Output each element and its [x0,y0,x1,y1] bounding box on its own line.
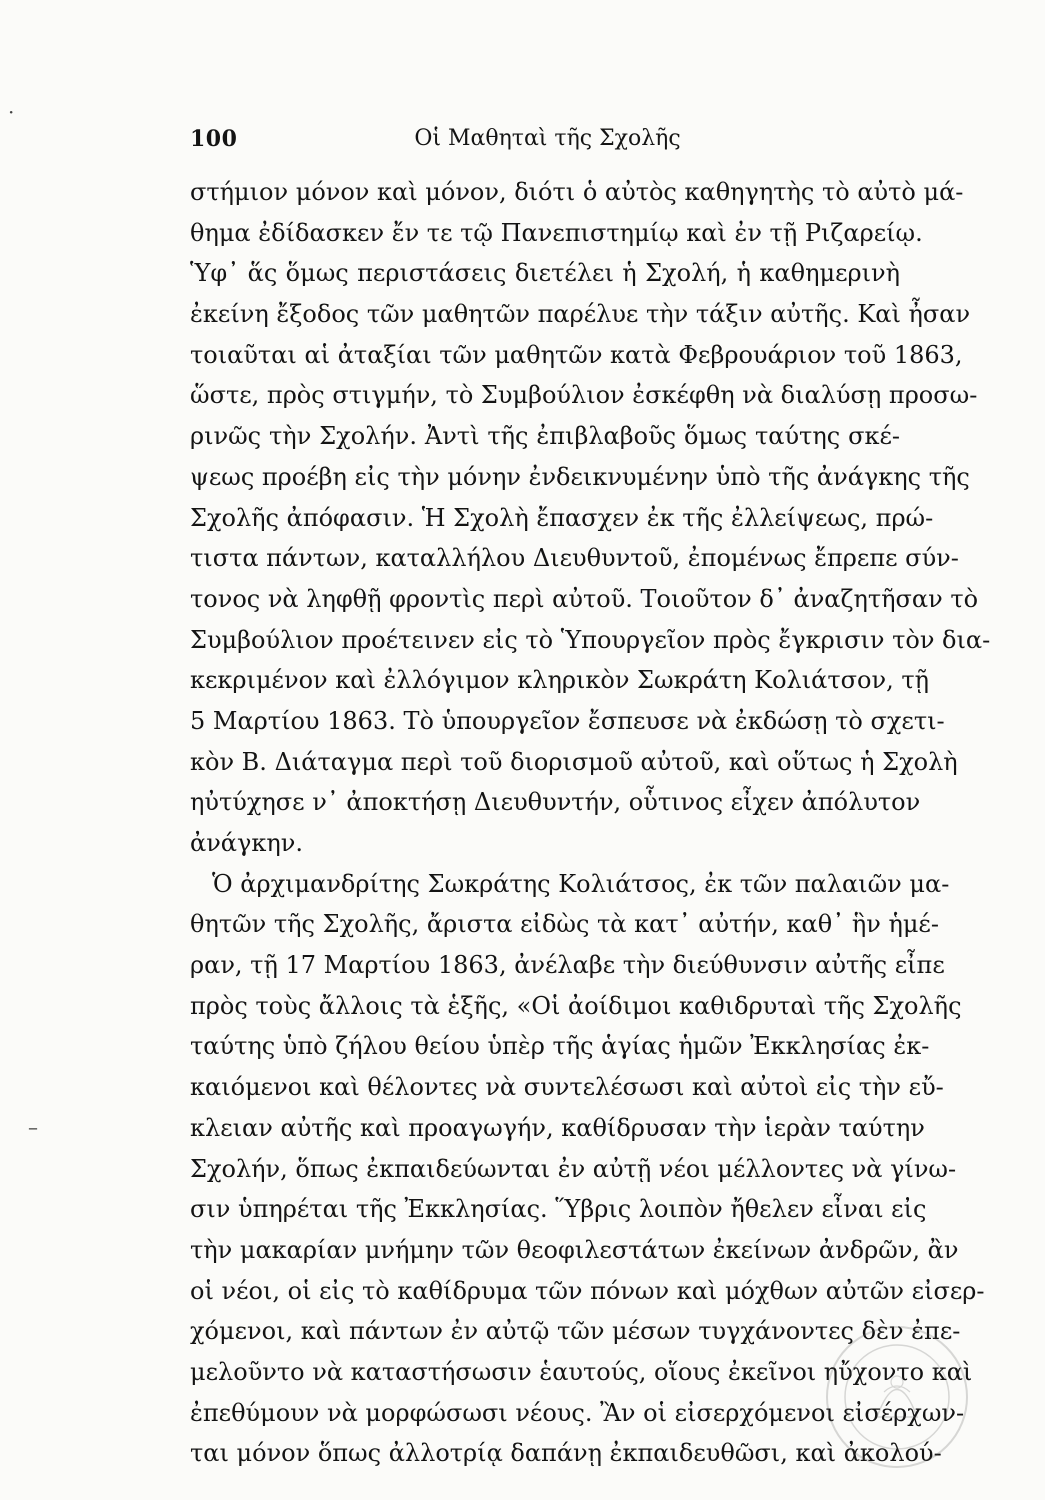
text-line: τονος νὰ ληφθῇ φροντὶς περὶ αὐτοῦ. Τοιοῦτον δ᾽ ἀναζητῆσαν τὸ [190,584,979,613]
text-line: ἐπεθύμουν νὰ μορφώσωσι νέους. Ἂν οἱ εἰσερχόμενοι εἰσέρχων- [190,1398,965,1427]
text-line: καιόμενοι καὶ θέλοντες νὰ συντελέσωσι καὶ αὐτοὶ εἰς τὴν εὔ- [190,1073,944,1102]
text-line: κλειαν αὐτῆς καὶ προαγωγήν, καθίδρυσαν τὴν ἱερὰν ταύτην [190,1113,925,1142]
text-line: ὥστε, πρὸς στιγμήν, τὸ Συμβούλιον ἐσκέφθη νὰ διαλύσῃ προσω- [190,381,978,410]
text-line: τιστα πάντων, καταλλήλου Διευθυντοῦ, ἐπομένως ἔπρεπε σύν- [190,544,959,573]
text-line: χόμενοι, καὶ πάντων ἐν αὐτῷ τῶν μέσων τυγχάνοντες δὲν ἐπε- [190,1317,961,1346]
text-line: Συμβούλιον προέτεινεν εἰς τὸ Ὑπουργεῖον πρὸς ἔγκρισιν τὸν δια- [190,625,991,654]
text-line: τοιαῦται αἱ ἀταξίαι τῶν μαθητῶν κατὰ Φεβρουάριον τοῦ 1863, [190,340,963,369]
text-line: ται μόνον ὅπως ἀλλοτρίᾳ δαπάνῃ ἐκπαιδευθῶσι, καὶ ἀκολού- [190,1439,942,1468]
text-line: στήμιον μόνον καὶ μόνον, διότι ὁ αὐτὸς καθηγητὴς τὸ αὐτὸ μά- [190,178,964,206]
text-line: ψεως προέβη εἰς τὴν μόνην ἐνδεικνυμένην ὑπὸ τῆς ἀνάγκης τῆς [190,462,970,491]
text-line: οἱ νέοι, οἱ εἰς τὸ καθίδρυμα τῶν πόνων καὶ μόχθων αὐτῶν εἰσερ- [190,1276,985,1305]
scan-mark: – [28,1115,38,1139]
text-line: Σχολῆς ἀπόφασιν. Ἡ Σχολὴ ἔπασχεν ἐκ τῆς ἐλλείψεως, πρώ- [190,503,934,532]
text-line: θητῶν τῆς Σχολῆς, ἄριστα εἰδὼς τὰ κατ᾽ αὐτήν, καθ᾽ ἣν ἡμέ- [190,910,939,939]
text-line: ἀνάγκην. [190,829,303,857]
text-line: κεκριμένον καὶ ἐλλόγιμον κληρικὸν Σωκράτη Κολιάτσον, τῇ [190,666,929,695]
text-line: ταύτης ὑπὸ ζήλου θείου ὑπὲρ τῆς ἁγίας ἡμῶν Ἐκκλησίας ἐκ- [190,1032,930,1061]
text-line: πρὸς τοὺς ἄλλοις τὰ ἑξῆς, «Οἱ ἀοίδιμοι καθιδρυταὶ τῆς Σχολῆς [190,991,962,1020]
library-seal-icon [822,1322,972,1472]
text-line: τὴν μακαρίαν μνήμην τῶν θεοφιλεστάτων ἐκείνων ἀνδρῶν, ἂν [190,1235,959,1264]
body-text [190,172,991,1474]
text-line: σιν ὑπηρέται τῆς Ἐκκλησίας. Ὕβρις λοιπὸν ἤθελεν εἶναι εἰς [190,1195,927,1224]
text-line: Σχολήν, ὅπως ἐκπαιδεύωνται ἐν αὐτῇ νέοι μέλλοντες νὰ γίνω- [190,1154,957,1183]
text-line: μελοῦντο νὰ καταστήσωσιν ἑαυτούς, οἵους ἐκεῖνοι ηὔχοντο καὶ [190,1357,973,1386]
text-line: 5 Μαρτίου 1863. Τὸ ὑπουργεῖον ἔσπευσε νὰ ἐκδώσῃ τὸ σχετι- [190,706,945,735]
text-line: κὸν Β. Διάταγμα περὶ τοῦ διορισμοῦ αὐτοῦ, καὶ οὕτως ἡ Σχολὴ [190,747,958,776]
page-number: 100 [190,126,238,152]
running-title: Οἱ Μαθηταὶ τῆς Σχολῆς [414,126,681,151]
text-line: θημα ἐδίδασκεν ἔν τε τῷ Πανεπιστημίῳ καὶ ἐν τῇ Ριζαρείῳ. [190,218,923,247]
text-line: ἐκείνη ἔξοδος τῶν μαθητῶν παρέλυε τὴν τάξιν αὐτῆς. Καὶ ἦσαν [190,300,971,329]
text-line: ρινῶς τὴν Σχολήν. Ἀντὶ τῆς ἐπιβλαβοῦς ὅμως ταύτης σκέ- [190,422,900,451]
text-line: ηὐτύχησε ν᾽ ἀποκτήσῃ Διευθυντήν, οὗτινος εἶχεν ἀπόλυτον [190,788,921,817]
page-header [190,120,905,160]
scan-mark: · [8,100,15,124]
paragraph-start-line: Ὁ ἀρχιμανδρίτης Σωκράτης Κολιάτσος, ἐκ τῶν παλαιῶν μα- [212,869,950,898]
text-line: ραν, τῇ 17 Μαρτίου 1863, ἀνέλαβε τὴν διεύθυνσιν αὐτῆς εἶπε [190,951,945,980]
text-line: Ὑφ᾽ ἅς ὅμως περιστάσεις διετέλει ἡ Σχολή, ἡ καθημερινὴ [190,259,900,288]
